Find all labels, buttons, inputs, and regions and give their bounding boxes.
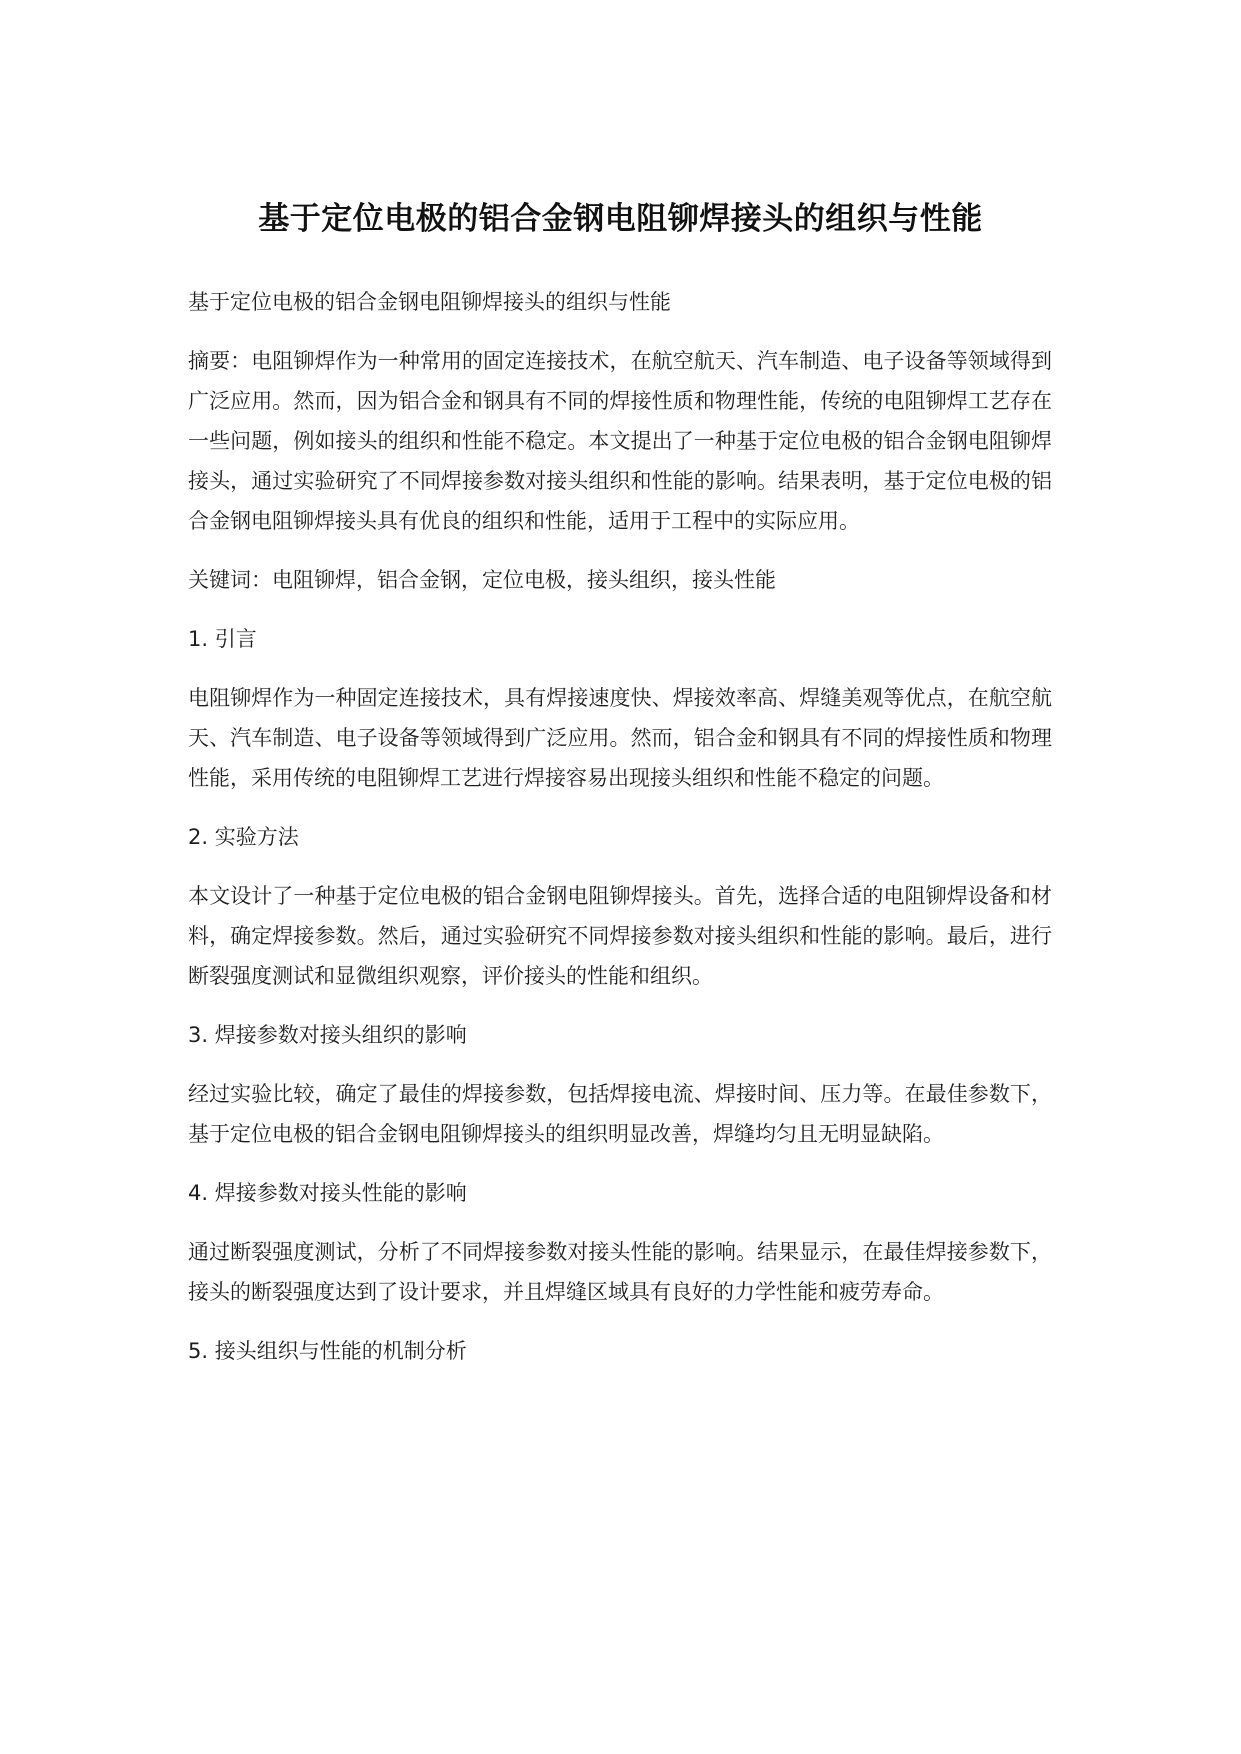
abstract-paragraph: 摘要：电阻铆焊作为一种常用的固定连接技术，在航空航天、汽车制造、电子设备等领域得到广泛应用。然而，因为铝合金和钢具有不同的焊接性质和物理性能，传统的电阻铆焊工艺存在一些问题，例如接头的组织和性能不稳定。本文提出了一种基于定位电极的铝合金钢电阻铆焊接头，通过实验研究了不同焊接参数对接头组织和性能的影响。结果表明，基于定位电极的铝合金钢电阻铆焊接头具有优良的组织和性能，适用于工程中的实际应用。 bbox=[188, 349, 1052, 533]
section-heading-introduction: 1. 引言 bbox=[188, 627, 257, 651]
section-body-param-performance: 通过断裂强度测试，分析了不同焊接参数对接头性能的影响。结果显示，在最佳焊接参数下，接头的断裂强度达到了设计要求，并且焊缝区域具有良好的力学性能和疲劳寿命。 bbox=[188, 1240, 1052, 1304]
document-title: 基于定位电极的铝合金钢电阻铆焊接头的组织与性能 bbox=[258, 200, 983, 237]
section-body-introduction: 电阻铆焊作为一种固定连接技术，具有焊接速度快、焊接效率高、焊缝美观等优点，在航空航天、汽车制造、电子设备等领域得到广泛应用。然而，铝合金和钢具有不同的焊接性质和物理性能，采用传统的电阻铆焊工艺进行焊接容易出现接头组织和性能不稳定的问题。 bbox=[188, 686, 1052, 790]
section-heading-param-structure: 3. 焊接参数对接头组织的影响 bbox=[188, 1023, 467, 1047]
keywords-paragraph: 关键词：电阻铆焊，铝合金钢，定位电极，接头组织，接头性能 bbox=[188, 568, 776, 592]
section-heading-mechanism: 5. 接头组织与性能的机制分析 bbox=[188, 1339, 467, 1363]
section-heading-method: 2. 实验方法 bbox=[188, 825, 299, 849]
document-body bbox=[188, 282, 1052, 1390]
subtitle: 基于定位电极的铝合金钢电阻铆焊接头的组织与性能 bbox=[188, 290, 671, 314]
section-body-param-structure: 经过实验比较，确定了最佳的焊接参数，包括焊接电流、焊接时间、压力等。在最佳参数下，基于定位电极的铝合金钢电阻铆焊接头的组织明显改善，焊缝均匀且无明显缺陷。 bbox=[188, 1082, 1052, 1146]
section-heading-param-performance: 4. 焊接参数对接头性能的影响 bbox=[188, 1181, 467, 1205]
section-body-method: 本文设计了一种基于定位电极的铝合金钢电阻铆焊接头。首先，选择合适的电阻铆焊设备和材料，确定焊接参数。然后，通过实验研究不同焊接参数对接头组织和性能的影响。最后，进行断裂强度测试和显微组织观察，评价接头的性能和组织。 bbox=[188, 884, 1052, 988]
